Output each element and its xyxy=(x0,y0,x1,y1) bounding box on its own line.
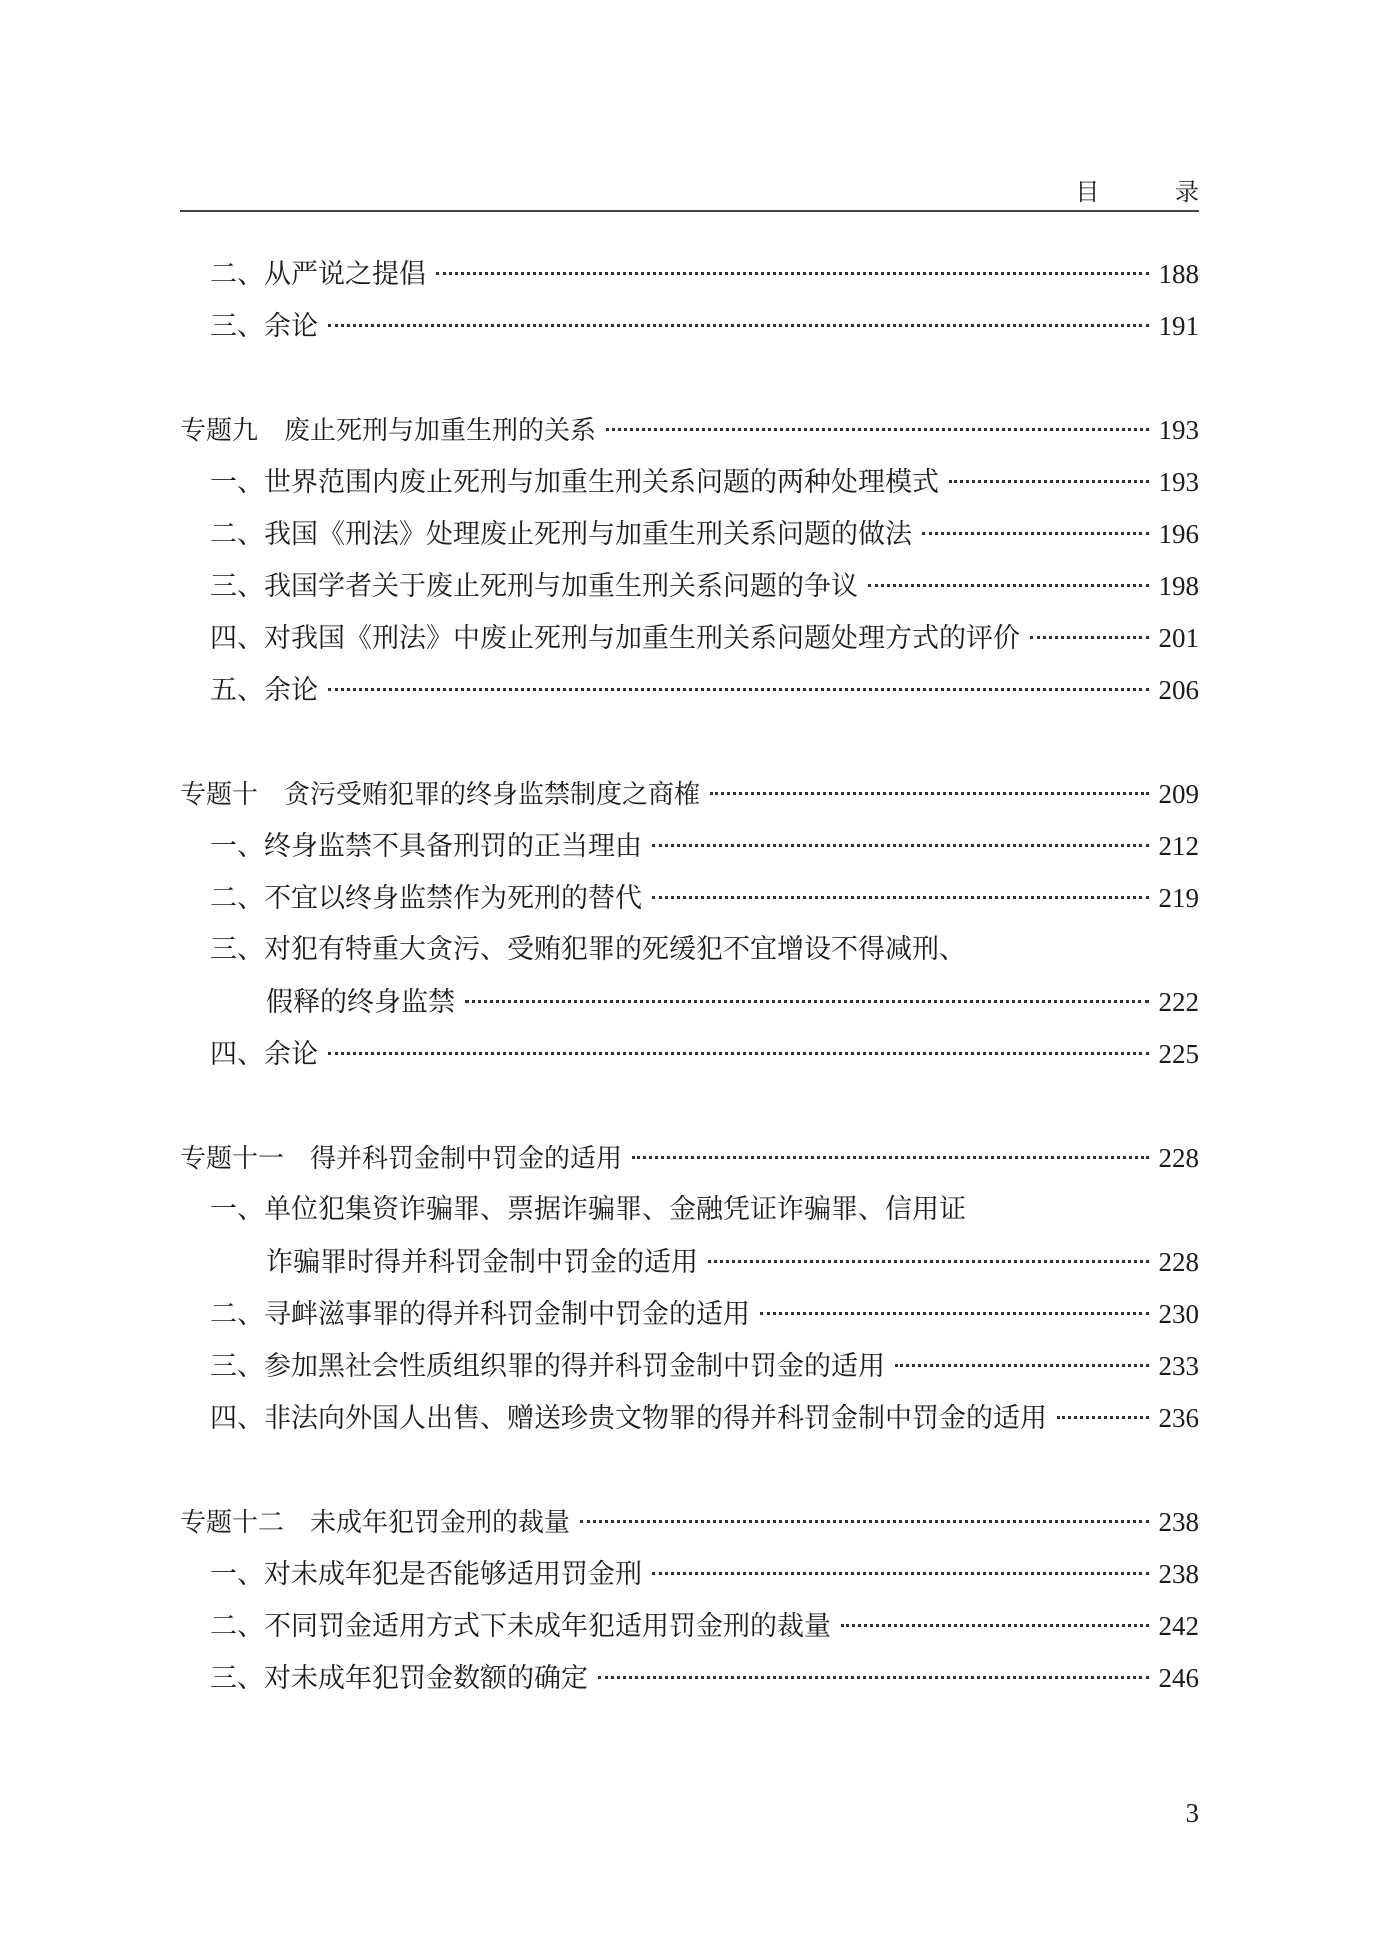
toc-section-label: 一、世界范围内废止死刑与加重生刑关系问题的两种处理模式 xyxy=(210,467,939,498)
toc-section-entry xyxy=(180,456,1199,508)
toc-section-label: 四、非法向外国人出售、赠送珍贵文物罪的得并科罚金制中罚金的适用 xyxy=(210,1403,1047,1434)
toc-section-entry xyxy=(180,1184,1199,1236)
toc-chapter-label xyxy=(180,405,596,457)
toc-chapter-title: 未成年犯罚金刑的裁量 xyxy=(310,1508,571,1538)
toc-section-label: 二、我国《刑法》处理废止死刑与加重生刑关系问题的做法 xyxy=(210,519,912,550)
toc-chapter-entry xyxy=(180,768,1199,820)
dot-leader xyxy=(708,1260,1149,1263)
toc-section-label: 假释的终身监禁 xyxy=(266,987,455,1018)
toc-chapter-number: 专题十二 xyxy=(180,1508,285,1538)
toc-section-label: 四、余论 xyxy=(210,1039,318,1070)
toc-section-label: 二、从严说之提倡 xyxy=(210,259,426,290)
dot-leader xyxy=(580,1520,1148,1523)
running-header xyxy=(180,160,1233,212)
toc-page-number: 188 xyxy=(1158,259,1199,289)
toc-section-entry xyxy=(180,820,1199,872)
toc-page-number: 193 xyxy=(1158,415,1199,445)
toc-section-label: 四、对我国《刑法》中废止死刑与加重生刑关系问题处理方式的评价 xyxy=(210,623,1020,654)
page-number: 3 xyxy=(1185,1798,1199,1828)
toc-page-number: 246 xyxy=(1158,1663,1199,1693)
toc-section-label: 一、对未成年犯是否能够适用罚金刑 xyxy=(210,1559,642,1590)
toc-section-label: 一、单位犯集资诈骗罪、票据诈骗罪、金融凭证诈骗罪、信用证 xyxy=(210,1194,966,1225)
dot-leader xyxy=(598,1676,1149,1679)
toc-section-entry xyxy=(180,1548,1199,1600)
dot-leader xyxy=(895,1364,1149,1367)
toc-page-number: 209 xyxy=(1158,779,1199,809)
toc-page-number: 198 xyxy=(1158,571,1199,601)
dot-leader xyxy=(841,1624,1149,1627)
toc-page-number: 228 xyxy=(1158,1247,1199,1277)
dot-leader xyxy=(632,1156,1148,1159)
dot-leader xyxy=(328,324,1149,327)
toc-section-entry xyxy=(180,560,1199,612)
header-title: 目 录 xyxy=(1075,178,1233,206)
toc-chapter-label xyxy=(180,769,700,821)
dot-leader xyxy=(710,792,1148,795)
toc-section-label: 三、参加黑社会性质组织罪的得并科罚金制中罚金的适用 xyxy=(210,1351,885,1382)
toc-page-number: 222 xyxy=(1158,987,1199,1017)
toc-section-entry xyxy=(180,976,1199,1028)
toc-page-number: 196 xyxy=(1158,519,1199,549)
toc-chapter-label xyxy=(180,1497,570,1549)
toc-page-number: 225 xyxy=(1158,1039,1199,1069)
toc-page-number: 201 xyxy=(1158,623,1199,653)
toc-section-entry xyxy=(180,872,1199,924)
toc-section-entry xyxy=(180,300,1199,352)
toc-chapter-title: 贪污受贿犯罪的终身监禁制度之商榷 xyxy=(284,780,701,810)
toc-section-entry xyxy=(180,1392,1199,1444)
dot-leader xyxy=(328,688,1149,691)
dot-leader xyxy=(652,896,1149,899)
dot-leader xyxy=(1030,636,1149,639)
toc-page-number: 206 xyxy=(1158,675,1199,705)
dot-leader xyxy=(652,1572,1149,1575)
table-of-contents xyxy=(180,248,1199,1704)
toc-page-number: 236 xyxy=(1158,1403,1199,1433)
dot-leader xyxy=(652,844,1149,847)
dot-leader xyxy=(465,1000,1149,1003)
toc-page-number: 193 xyxy=(1158,467,1199,497)
dot-leader xyxy=(1057,1416,1149,1419)
toc-page-number: 219 xyxy=(1158,883,1199,913)
toc-section-label: 三、对未成年犯罚金数额的确定 xyxy=(210,1663,588,1694)
toc-page-number: 228 xyxy=(1158,1143,1199,1173)
toc-section-entry xyxy=(180,924,1199,976)
toc-section-entry xyxy=(180,612,1199,664)
toc-page-number: 230 xyxy=(1158,1299,1199,1329)
toc-section-label: 三、余论 xyxy=(210,311,318,342)
toc-section-entry xyxy=(180,1600,1199,1652)
toc-chapter-number: 专题九 xyxy=(180,416,259,446)
toc-chapter-entry xyxy=(180,1132,1199,1184)
toc-chapter-number: 专题十 xyxy=(180,780,259,810)
toc-chapter-number: 专题十一 xyxy=(180,1144,285,1174)
toc-section-label: 诈骗罪时得并科罚金制中罚金的适用 xyxy=(266,1247,698,1278)
dot-leader xyxy=(760,1312,1149,1315)
toc-section-label: 二、寻衅滋事罪的得并科罚金制中罚金的适用 xyxy=(210,1299,750,1330)
dot-leader xyxy=(868,584,1149,587)
toc-page-number: 191 xyxy=(1158,311,1199,341)
dot-leader xyxy=(922,532,1149,535)
toc-section-label: 三、我国学者关于废止死刑与加重生刑关系问题的争议 xyxy=(210,571,858,602)
dot-leader xyxy=(606,428,1148,431)
toc-section-label: 一、终身监禁不具备刑罚的正当理由 xyxy=(210,831,642,862)
toc-section-label: 三、对犯有特重大贪污、受贿犯罪的死缓犯不宜增设不得减刑、 xyxy=(210,934,966,965)
toc-section-entry xyxy=(180,664,1199,716)
toc-section-entry xyxy=(180,1288,1199,1340)
toc-section-entry xyxy=(180,1028,1199,1080)
toc-section-entry xyxy=(180,248,1199,300)
dot-leader xyxy=(949,480,1149,483)
toc-section-label: 二、不同罚金适用方式下未成年犯适用罚金刑的裁量 xyxy=(210,1611,831,1642)
toc-chapter-title: 废止死刑与加重生刑的关系 xyxy=(284,416,597,446)
toc-chapter-entry xyxy=(180,404,1199,456)
dot-leader xyxy=(436,272,1149,275)
toc-section-entry xyxy=(180,1652,1199,1704)
toc-section-label: 五、余论 xyxy=(210,675,318,706)
toc-chapter-title: 得并科罚金制中罚金的适用 xyxy=(310,1144,623,1174)
toc-page-number: 233 xyxy=(1158,1351,1199,1381)
toc-chapter-entry xyxy=(180,1496,1199,1548)
toc-page-number: 242 xyxy=(1158,1611,1199,1641)
toc-page-number: 238 xyxy=(1158,1559,1199,1589)
toc-section-entry xyxy=(180,1340,1199,1392)
toc-section-entry xyxy=(180,508,1199,560)
toc-section-entry xyxy=(180,1236,1199,1288)
toc-section-label: 二、不宜以终身监禁作为死刑的替代 xyxy=(210,883,642,914)
toc-chapter-label xyxy=(180,1133,622,1185)
dot-leader xyxy=(328,1052,1149,1055)
toc-page-number: 238 xyxy=(1158,1507,1199,1537)
toc-page-number: 212 xyxy=(1158,831,1199,861)
